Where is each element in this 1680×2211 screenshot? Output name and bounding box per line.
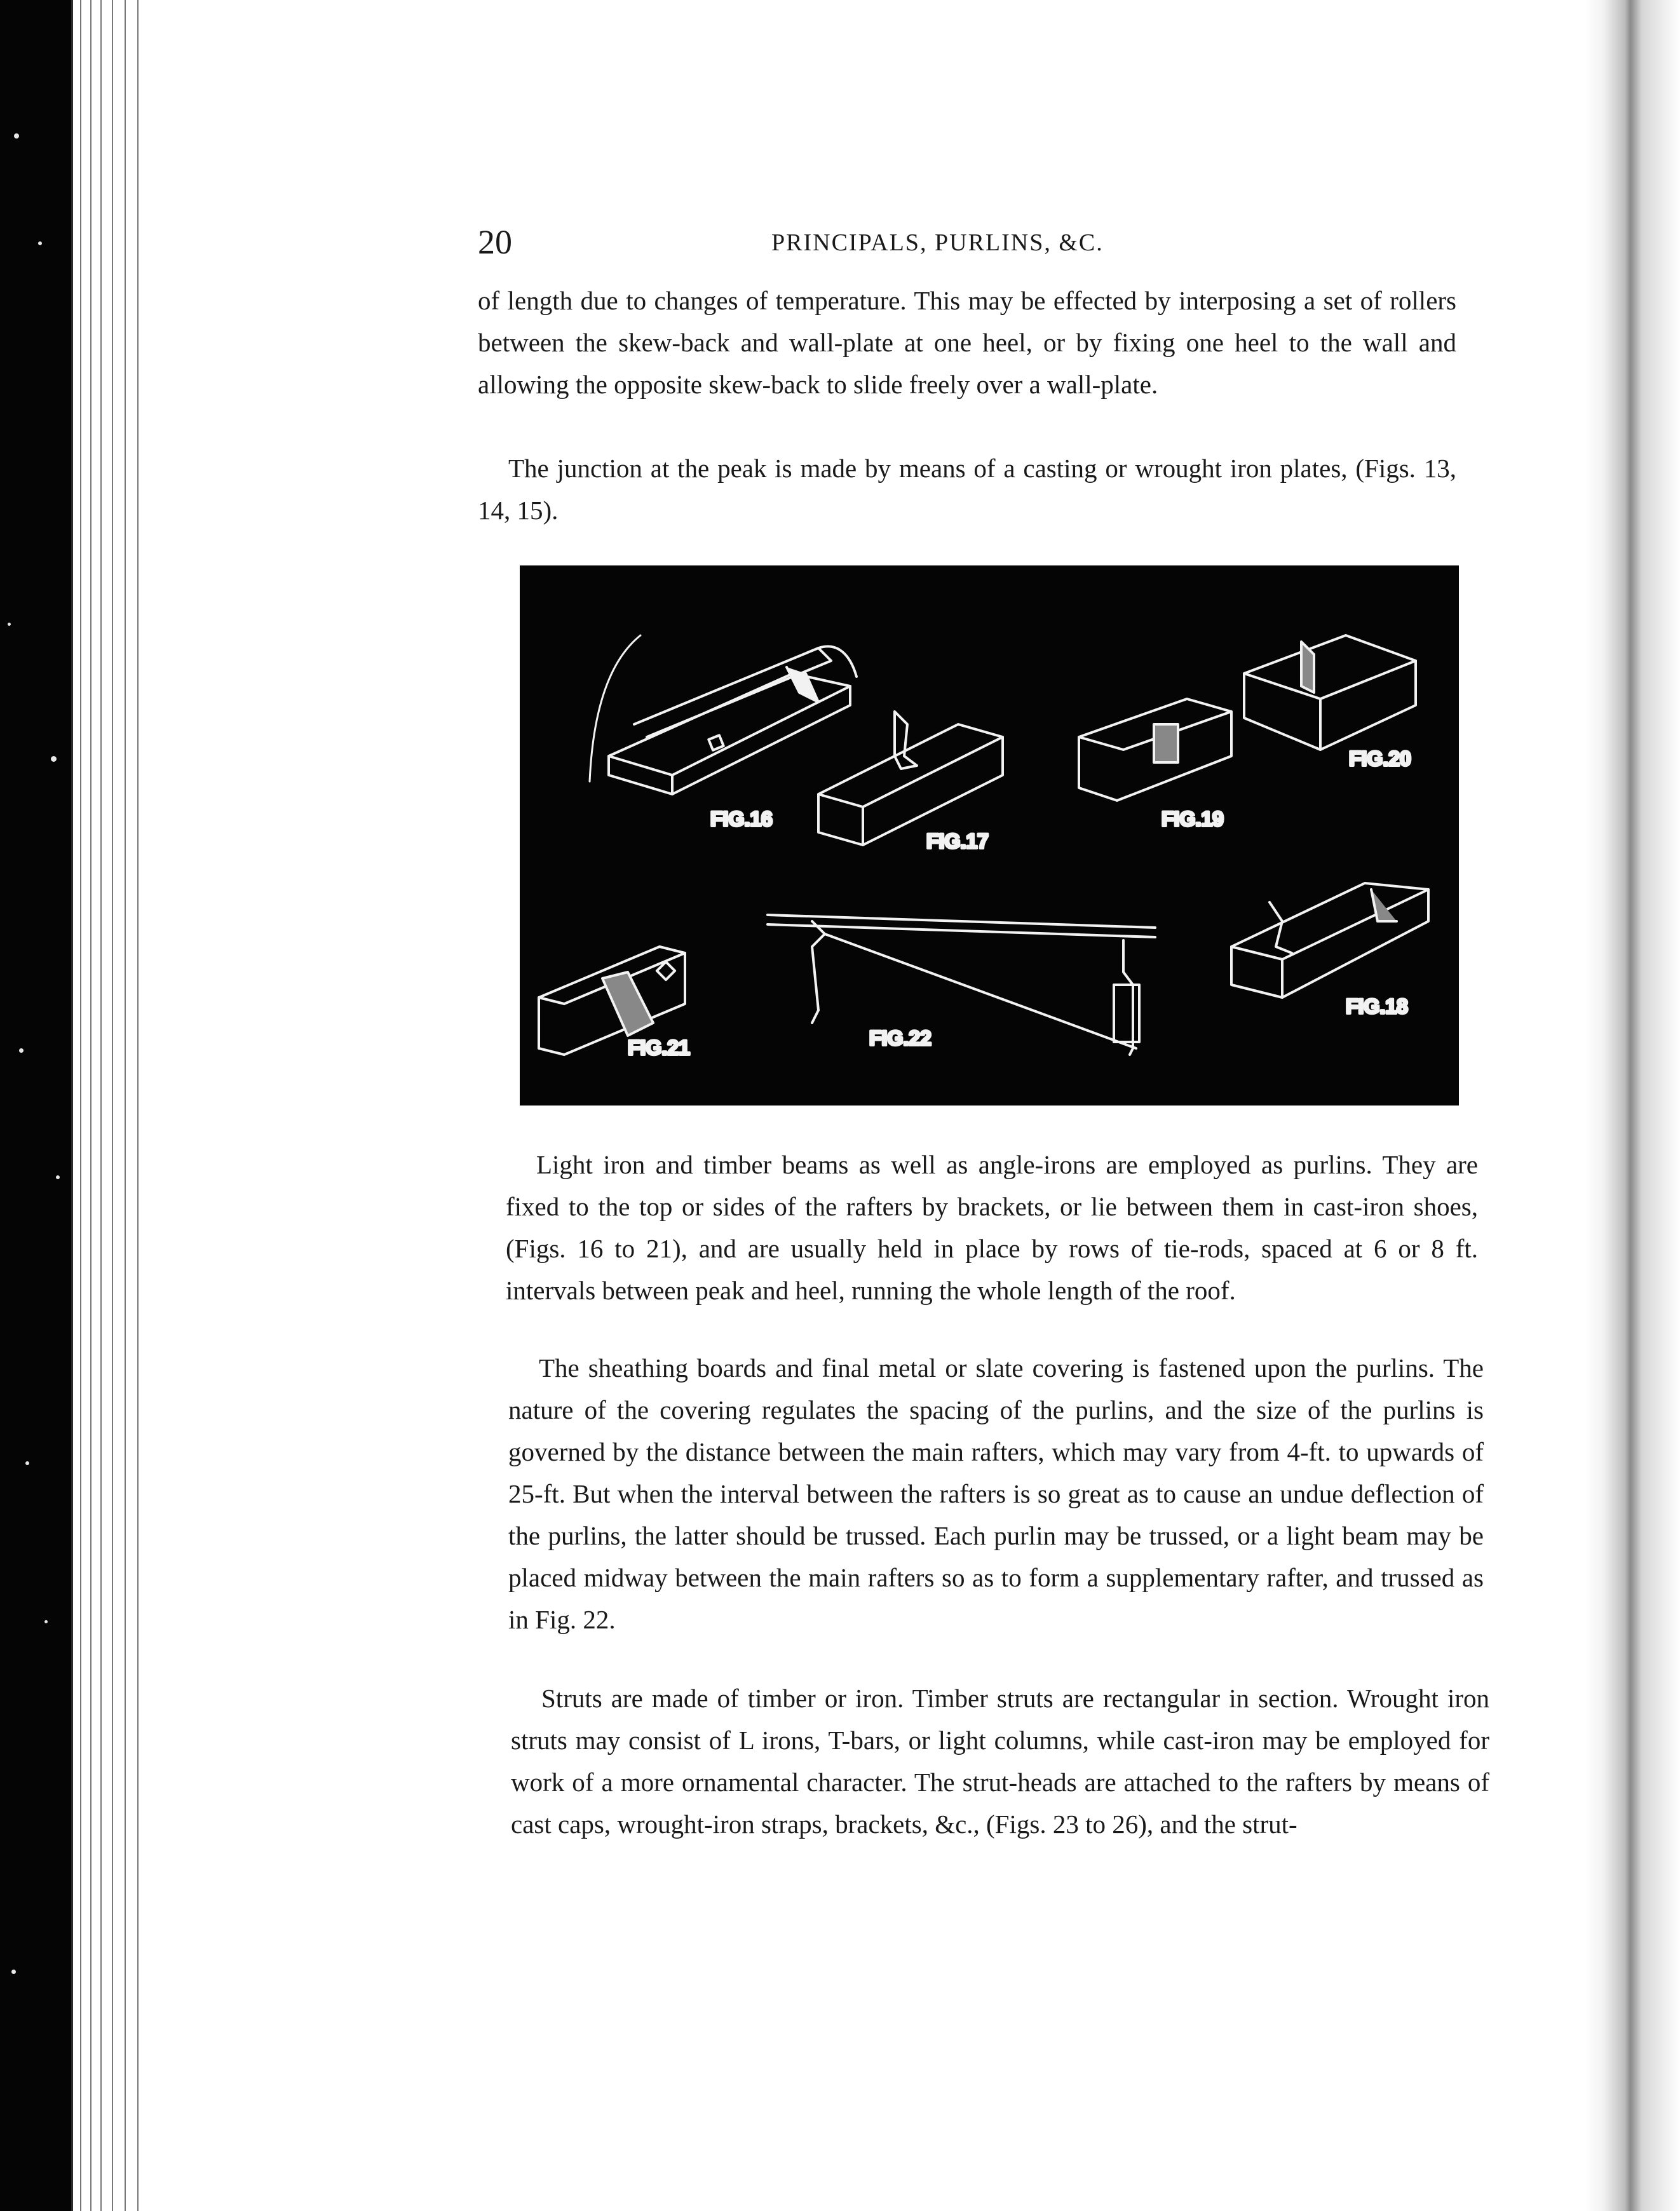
fig22-label: FIG.22: [869, 1027, 931, 1050]
running-head: PRINCIPALS, PURLINS, &C.: [771, 229, 1104, 256]
paragraph-peak-junction: The junction at the peak is made by means of a casting or wrought iron plates, (Figs. 13, 14, 15).: [478, 454, 1456, 525]
scan-speck: [11, 1970, 16, 1974]
fig16-label: FIG.16: [710, 808, 773, 830]
figure-plate: [520, 565, 1459, 1106]
figure-drawing: [520, 565, 1459, 1106]
fig19-drawing: [1079, 699, 1231, 801]
fig20-label: FIG.20: [1349, 747, 1411, 770]
paragraph-purlins: Light iron and timber beams as well as angle-irons are employed as purlins. They are fixed to the top or sides of the rafters by brackets, or lie between them in cast-iron shoes, (Figs. 16 to 21), and are usually held in place by rows of tie-rods, spaced at 6 or 8 ft. intervals between peak and heel, running the whole length of the roof.: [506, 1150, 1478, 1305]
fig20-drawing: [1244, 635, 1416, 750]
fig17-label: FIG.17: [926, 830, 989, 853]
fig22-drawing: [768, 915, 1155, 1055]
fig16-drawing: [590, 635, 857, 794]
scan-speck: [44, 1620, 48, 1623]
page-edge-line: [100, 0, 102, 2211]
scan-speck: [25, 1461, 29, 1465]
scan-speck: [51, 756, 57, 762]
scan-margin-left: [0, 0, 71, 2211]
page-edge-line: [80, 0, 81, 2211]
fig21-label: FIG.21: [628, 1036, 690, 1059]
page-edge-line: [90, 0, 91, 2211]
scan-speck: [8, 623, 11, 626]
stacked-page-edges: [71, 0, 166, 2211]
paragraph-continuation: of length due to changes of temperature. This may be effected by interposing a set of rollers between the skew-back and wall-plate at one heel, or by fixing one heel to the wall and allowing the opposite skew-back to slide freely over a wall-plate.: [478, 286, 1456, 399]
scan-speck: [38, 241, 42, 245]
page-edge-line: [112, 0, 113, 2211]
page-edge-line: [71, 0, 73, 2211]
page-header: [478, 222, 1469, 267]
page-edge-line: [137, 0, 139, 2211]
page-number: 20: [478, 223, 512, 261]
fig17-drawing: [818, 712, 1003, 845]
scan-speck: [14, 133, 19, 139]
page-edge-line: [125, 0, 126, 2211]
fig18-drawing: [1231, 883, 1428, 997]
scan-speck: [56, 1175, 60, 1179]
fig18-label: FIG.18: [1346, 995, 1408, 1018]
binding-shadow: [1585, 0, 1680, 2211]
paragraph-sheathing: The sheathing boards and final metal or slate covering is fastened upon the purlins. The nature of the covering regulates the spacing of the purlins, and the size of the purlins is governed by the distance between the main rafters, which may vary from 4-ft. to upwards of 25-ft. But when the interval between the rafters is so great as to cause an undue deflection of the purlins, the latter should be trussed. Each purlin may be trussed, or a light beam may be placed midway between the main rafters so as to form a supplementary rafter, and trussed as in Fig. 22.: [508, 1353, 1484, 1634]
scan-speck: [19, 1048, 24, 1053]
paragraph-struts: Struts are made of timber or iron. Timber struts are rectangular in section. Wrought iron struts may consist of L irons, T-bars, or light columns, while cast-iron may be employed for work of a more ornamental character. The strut-heads are attached to the rafters by means of cast caps, wrought-iron straps, brackets, &c., (Figs. 23 to 26), and the strut-: [511, 1684, 1489, 1839]
fig19-label: FIG.19: [1162, 808, 1224, 830]
